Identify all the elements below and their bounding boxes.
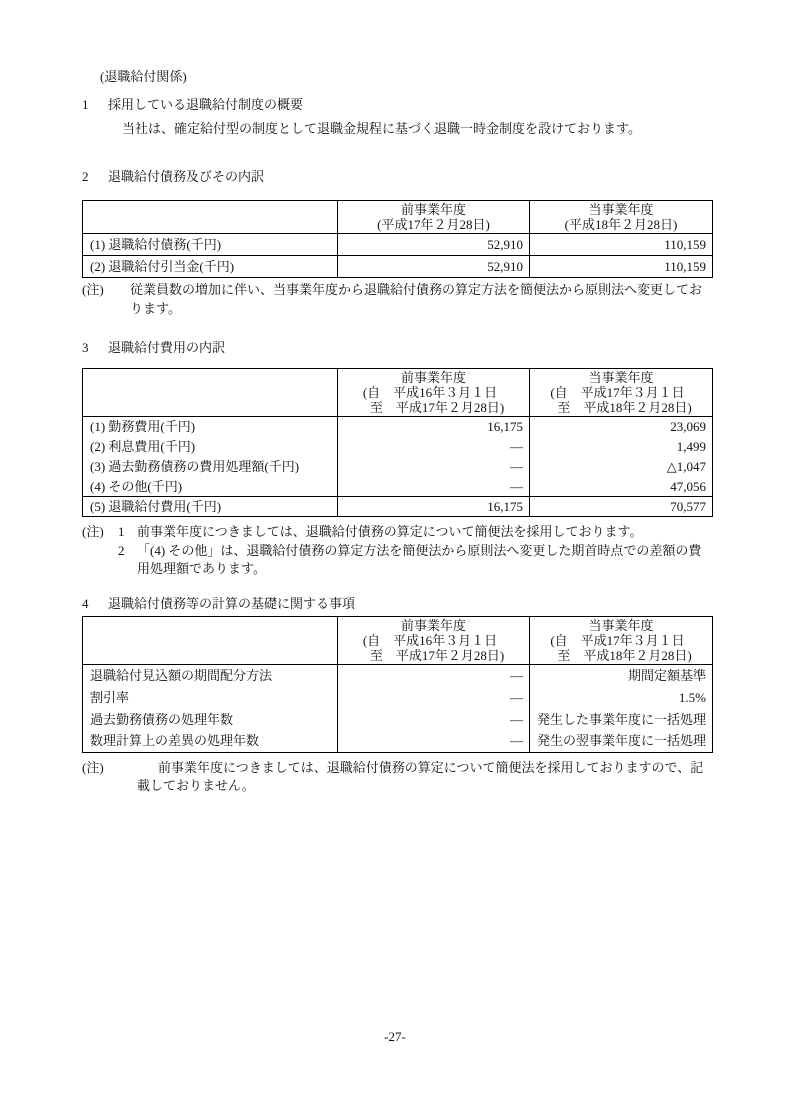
section-2-title-text: 退職給付債務及びその内訳 bbox=[108, 169, 265, 184]
section-3-note-1 bbox=[82, 523, 712, 542]
current-year-label: 当事業年度 bbox=[588, 370, 654, 385]
period-to: 至 平成17年２月28日) bbox=[369, 647, 505, 663]
table-header-row bbox=[83, 201, 713, 234]
row-value-prev: ― bbox=[338, 457, 530, 477]
period-to: 至 平成18年２月28日) bbox=[557, 400, 692, 415]
current-year-label: 当事業年度 bbox=[588, 617, 654, 633]
section-3-title bbox=[82, 339, 712, 356]
prev-year-label: 前事業年度 bbox=[400, 370, 466, 385]
note-number: 1 bbox=[118, 524, 125, 539]
period-from: (自 平成16年３月１日 bbox=[362, 632, 498, 648]
note-label: (注) bbox=[82, 759, 104, 775]
calc-basis-table bbox=[82, 616, 713, 753]
section-1-title-text: 採用している退職給付制度の概要 bbox=[108, 97, 304, 112]
table-row bbox=[83, 437, 713, 457]
row-label: 割引率 bbox=[90, 689, 130, 705]
row-value-current: △1,047 bbox=[530, 457, 713, 477]
blank-header-cell bbox=[83, 369, 338, 417]
table-header-row bbox=[83, 369, 713, 417]
blank-header-cell bbox=[83, 201, 338, 234]
period-to: 至 平成18年２月28日) bbox=[557, 647, 692, 663]
current-year-period bbox=[550, 385, 691, 415]
row-value-current: 1,499 bbox=[530, 437, 713, 457]
benefit-cost-table bbox=[82, 368, 713, 517]
table-row bbox=[83, 730, 713, 752]
row-label: (3) 過去勤務債務の費用処理額(千円) bbox=[90, 459, 300, 474]
current-year-label: 当事業年度 bbox=[588, 202, 654, 217]
note-text: 従業員数の増加に伴い、当事業年度から退職給付債務の算定方法を簡便法から原則法へ変更しております。 bbox=[130, 282, 703, 316]
benefit-obligation-table bbox=[82, 200, 713, 278]
row-value-current: 47,056 bbox=[530, 477, 713, 497]
column-header-current-year bbox=[530, 201, 713, 234]
row-value-current: 期間定額基準 bbox=[530, 664, 713, 686]
table-row bbox=[83, 417, 713, 437]
row-label: (1) 退職給付債務(千円) bbox=[83, 234, 338, 256]
section-4-title bbox=[82, 595, 712, 612]
page-number: -27- bbox=[384, 1029, 406, 1044]
row-value-prev: ― bbox=[338, 686, 530, 708]
row-value-current: 70,577 bbox=[530, 497, 713, 517]
note-label: (注) bbox=[82, 282, 104, 297]
row-label: 退職給付見込額の期間配分方法 bbox=[90, 667, 273, 683]
row-value-prev: 16,175 bbox=[338, 497, 530, 517]
table-header-row bbox=[83, 616, 713, 664]
note-text: 「(4) その他」は、退職給付債務の算定方法を簡便法から原則法へ変更した期首時点での差額の費用処理額であります。 bbox=[137, 542, 702, 576]
period-to: 至 平成17年２月28日) bbox=[369, 400, 505, 415]
section-1-title bbox=[82, 96, 712, 113]
row-label: (2) 退職給付引当金(千円) bbox=[83, 256, 338, 278]
table-row bbox=[83, 664, 713, 686]
prev-year-period bbox=[363, 385, 504, 415]
row-value-prev: ― bbox=[338, 708, 530, 730]
row-value-current: 110,159 bbox=[530, 234, 713, 256]
blank-header-cell bbox=[83, 616, 338, 664]
column-header-current-year bbox=[530, 369, 713, 417]
table-row bbox=[83, 256, 713, 278]
note-number: 2 bbox=[118, 542, 125, 558]
row-label: 数理計算上の差異の処理年数 bbox=[90, 733, 260, 749]
row-label: (4) その他(千円) bbox=[90, 478, 183, 494]
section-2-title bbox=[82, 168, 712, 185]
section-3-number: 3 bbox=[82, 340, 89, 355]
section-4-note bbox=[82, 759, 712, 796]
period-from: (自 平成16年３月１日 bbox=[362, 385, 498, 400]
note-label-spacer bbox=[82, 542, 118, 579]
table-row bbox=[83, 457, 713, 477]
prev-year-label: 前事業年度 bbox=[400, 617, 466, 633]
period-from: (自 平成17年３月１日 bbox=[550, 385, 685, 400]
row-value-prev: 52,910 bbox=[338, 256, 530, 278]
row-label: (1) 勤務費用(千円) bbox=[90, 419, 196, 435]
row-label: (5) 退職給付費用(千円) bbox=[83, 497, 338, 517]
period-from: (自 平成17年３月１日 bbox=[550, 632, 685, 648]
row-value-prev: 52,910 bbox=[338, 234, 530, 256]
table-row bbox=[83, 234, 713, 256]
row-value-prev: ― bbox=[338, 477, 530, 497]
table-row bbox=[83, 477, 713, 497]
row-value-current: 23,069 bbox=[530, 417, 713, 437]
row-value-prev: ― bbox=[338, 437, 530, 457]
column-header-prev-year bbox=[338, 616, 530, 664]
prev-year-date: (平成17年２月28日) bbox=[377, 217, 490, 232]
note-label: (注) bbox=[82, 524, 104, 539]
row-value-prev: ― bbox=[338, 730, 530, 752]
section-2-note bbox=[82, 281, 712, 318]
section-1-number: 1 bbox=[82, 97, 89, 112]
note-text: 前事業年度につきましては、退職給付債務の算定について簡便法を採用しておりますので、記載しておりません。 bbox=[137, 759, 704, 793]
row-value-prev: ― bbox=[338, 664, 530, 686]
column-header-prev-year bbox=[338, 369, 530, 417]
row-value-current: 1.5% bbox=[530, 686, 713, 708]
row-value-current: 110,159 bbox=[530, 256, 713, 278]
page-heading: (退職給付関係) bbox=[100, 69, 187, 84]
section-4-number: 4 bbox=[82, 595, 89, 611]
row-value-prev: 16,175 bbox=[338, 417, 530, 437]
row-value-current: 発生した事業年度に一括処理 bbox=[530, 708, 713, 730]
prev-year-label: 前事業年度 bbox=[400, 202, 466, 217]
section-2-number: 2 bbox=[82, 169, 89, 184]
prev-year-period bbox=[363, 633, 504, 663]
row-value-current: 発生の翌事業年度に一括処理 bbox=[530, 730, 713, 752]
section-1-body: 当社は、確定給付型の制度として退職金規程に基づく退職一時金制度を設けております。 bbox=[122, 121, 641, 136]
section-3-note-2 bbox=[82, 542, 712, 579]
column-header-current-year bbox=[530, 616, 713, 664]
current-year-period bbox=[550, 633, 691, 663]
section-3-title-text: 退職給付費用の内訳 bbox=[108, 340, 226, 355]
table-row bbox=[83, 686, 713, 708]
table-row bbox=[83, 708, 713, 730]
section-4-title-text: 退職給付債務等の計算の基礎に関する事項 bbox=[108, 595, 356, 611]
column-header-prev-year bbox=[338, 201, 530, 234]
note-text: 前事業年度につきましては、退職給付債務の算定について簡便法を採用しております。 bbox=[137, 524, 643, 539]
current-year-date: (平成18年２月28日) bbox=[564, 217, 678, 232]
row-label: 過去勤務債務の処理年数 bbox=[90, 711, 234, 727]
table-row-total bbox=[83, 497, 713, 517]
row-label: (2) 利息費用(千円) bbox=[90, 439, 196, 454]
